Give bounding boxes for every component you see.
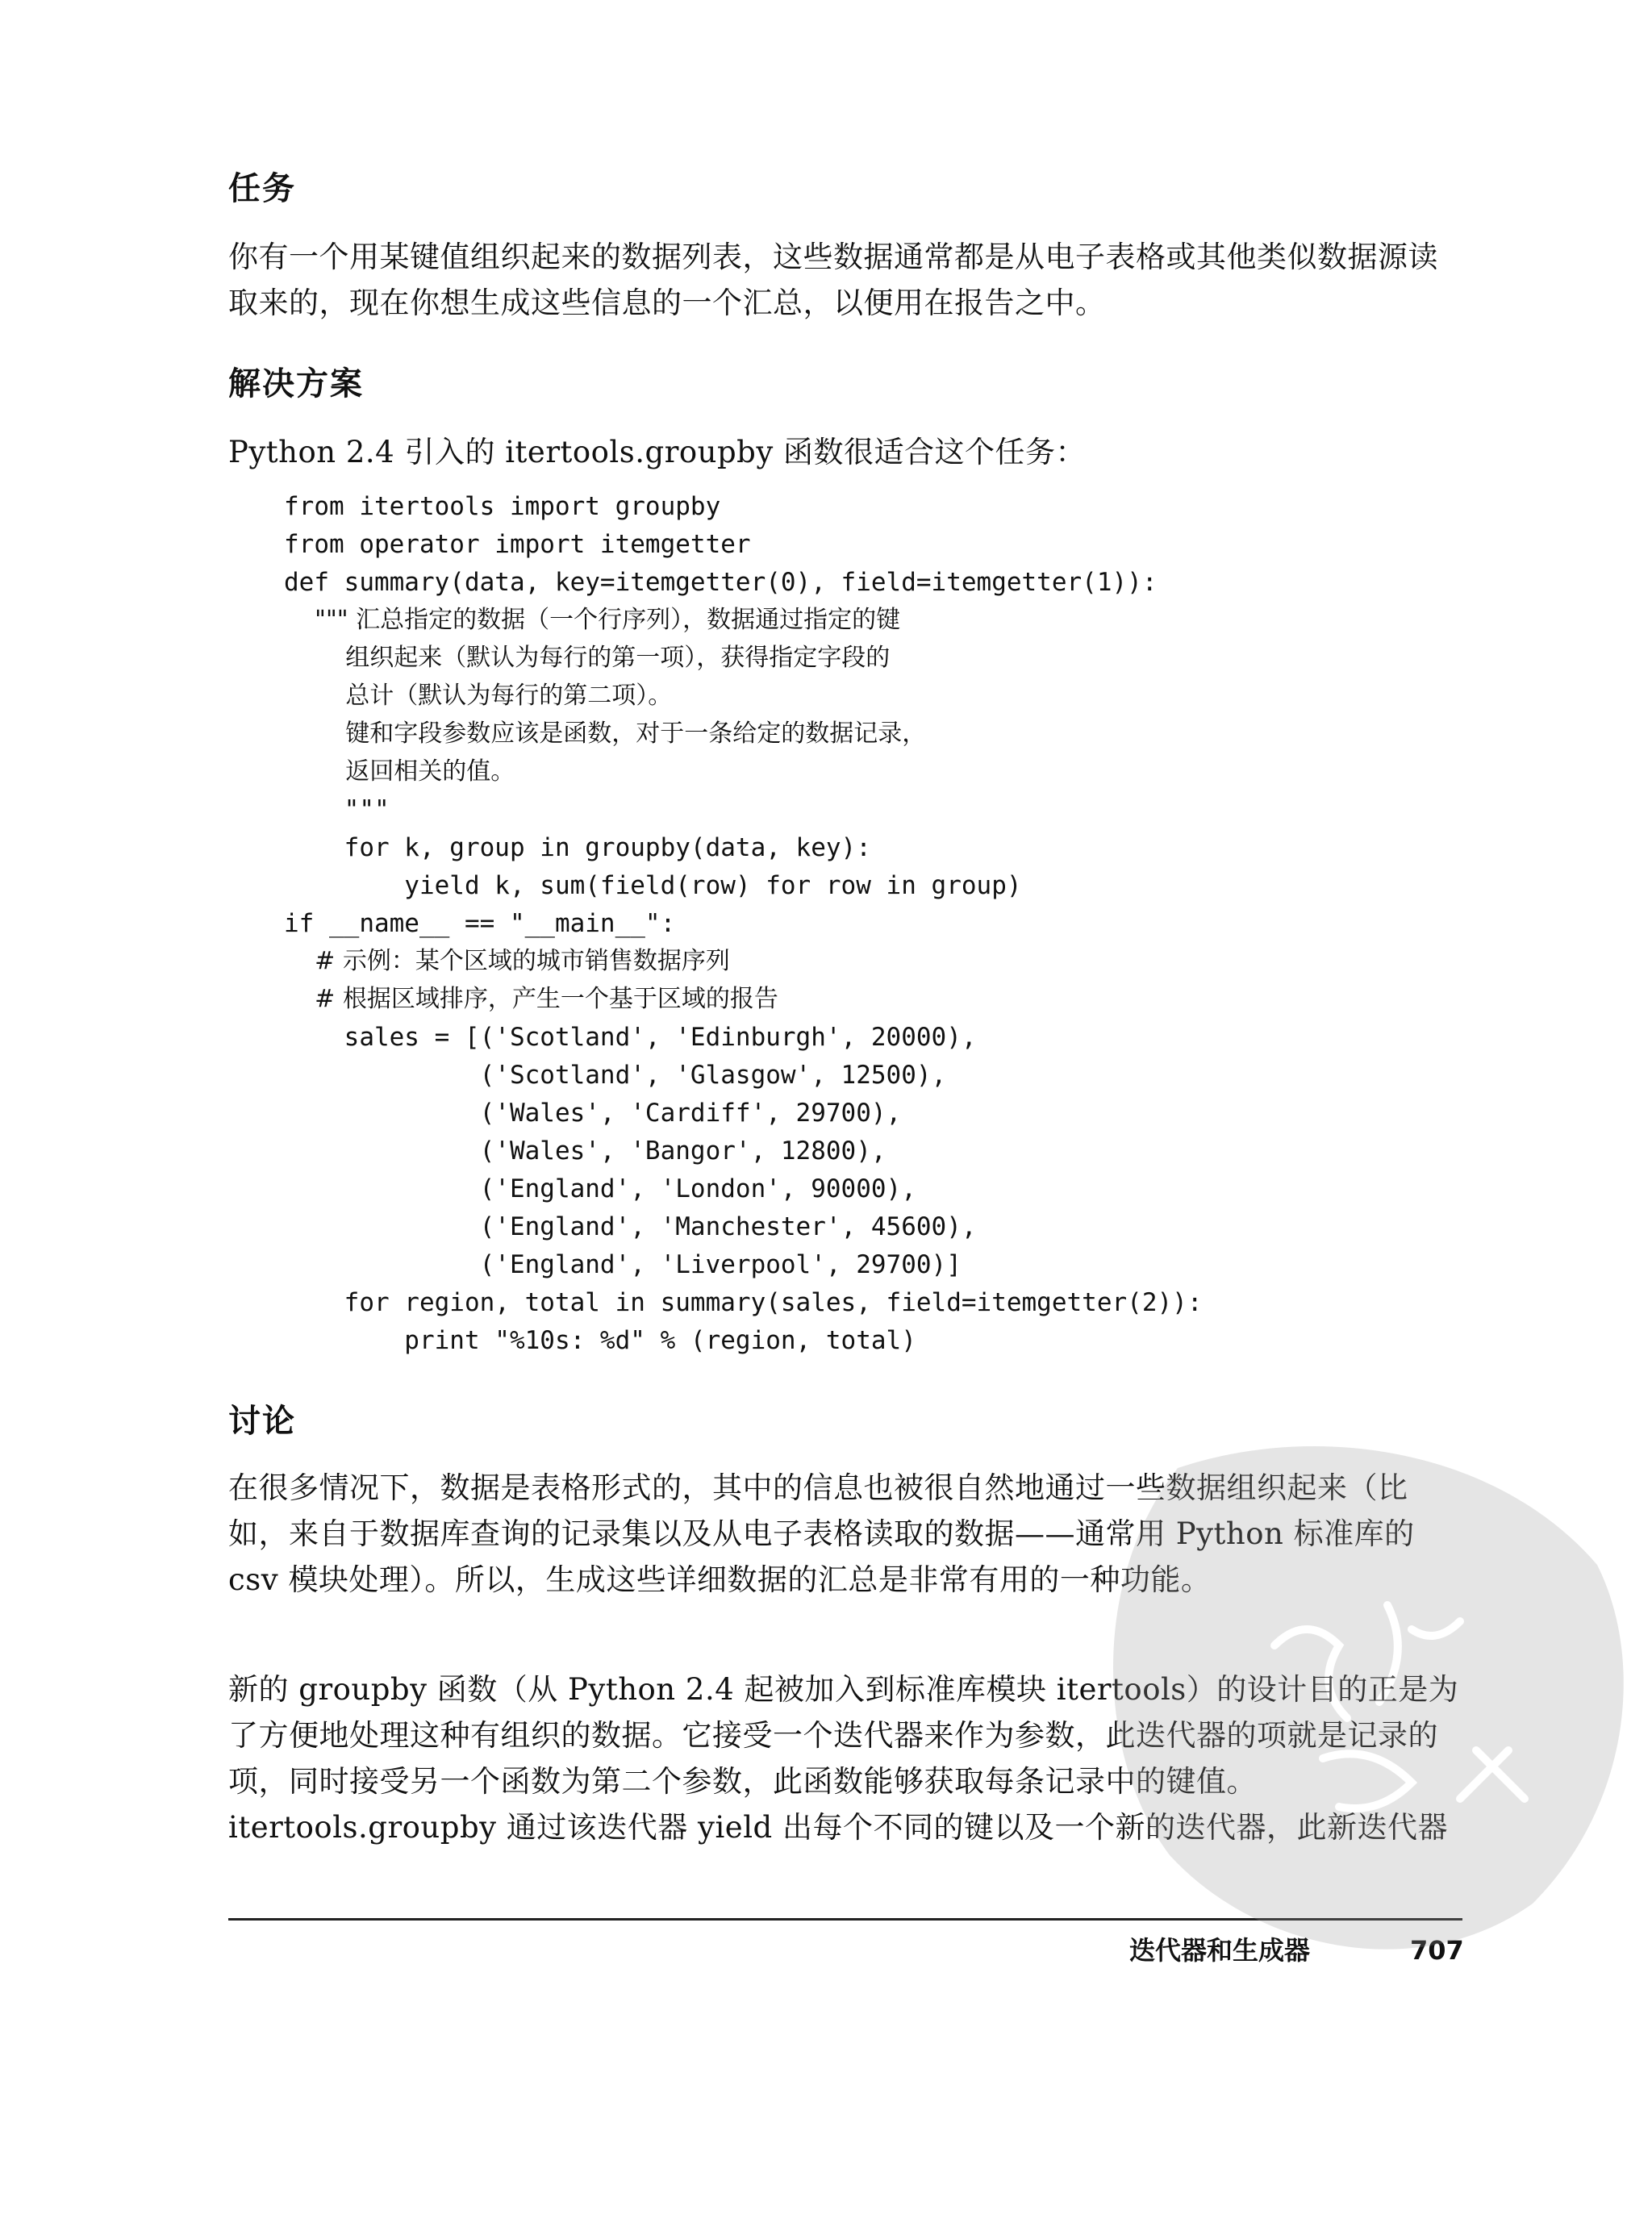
code-line: # 示例：某个区域的城市销售数据序列	[284, 947, 730, 975]
code-line: for region, total in summary(sales, field=itemgetter(2)):	[284, 1288, 1203, 1317]
code-line: if __name__ == "__main__":	[284, 909, 676, 938]
code-line: """	[284, 795, 390, 824]
code-line: ('England', 'Liverpool', 29700)]	[284, 1250, 962, 1279]
code-line: from operator import itemgetter	[284, 530, 751, 559]
section-heading-solution: 解决方案	[228, 365, 364, 402]
code-line: ('England', 'Manchester', 45600),	[284, 1212, 977, 1241]
code-line: 总计（默认为每行的第二项）。	[284, 682, 673, 710]
solution-intro: Python 2.4 引入的 itertools.groupby 函数很适合这个任务：	[228, 435, 1087, 469]
code-line: for k, group in groupby(data, key):	[284, 833, 871, 862]
discussion-paragraph: 在很多情况下，数据是表格形式的，其中的信息也被很自然地通过一些数据组织起来（比如，来自于数据库查询的记录集以及从电子表格读取的数据——通常用 Python 标准库的 csv 模块处理）。所以，生成这些详细数据的汇总是非常有用的一种功能。	[228, 1470, 1415, 1597]
code-line: 返回相关的值。	[284, 757, 515, 786]
code-line: yield k, sum(field(row) for row in group)	[284, 871, 1022, 900]
code-line: # 根据区域排序，产生一个基于区域的报告	[284, 985, 778, 1013]
code-line: ('Wales', 'Bangor', 12800),	[284, 1137, 886, 1166]
code-line: from itertools import groupby	[284, 492, 721, 521]
task-paragraph: 你有一个用某键值组织起来的数据列表，这些数据通常都是从电子表格或其他类似数据源读取来的，现在你想生成这些信息的一个汇总，以便用在报告之中。	[228, 240, 1438, 320]
section-heading-task: 任务	[228, 170, 296, 207]
code-line: """ 汇总指定的数据（一个行序列），数据通过指定的键	[284, 606, 901, 634]
code-line: ('Scotland', 'Glasgow', 12500),	[284, 1061, 947, 1090]
section-heading-discussion: 讨论	[228, 1403, 296, 1440]
code-line: sales = [('Scotland', 'Edinburgh', 20000),	[284, 1023, 977, 1052]
code-line: def summary(data, key=itemgetter(0), field=itemgetter(1)):	[284, 568, 1158, 597]
discussion-paragraph: 新的 groupby 函数（从 Python 2.4 起被加入到标准库模块 itertools）的设计目的正是为了方便地处理这种有组织的数据。它接受一个迭代器来作为参数，此迭代器的项就是记录的项，同时接受另一个函数为第二个参数，此函数能够获取每条记录中的键值。itertools.groupby 通过该迭代器 yield 出每个不同的键以及一个新的迭代器，此新迭代器	[228, 1672, 1459, 1845]
code-line: ('Wales', 'Cardiff', 29700),	[284, 1099, 902, 1128]
code-line: print "%10s: %d" % (region, total)	[284, 1326, 916, 1355]
code-line: ('England', 'London', 90000),	[284, 1174, 916, 1203]
running-footer-title: 迭代器和生成器	[1129, 1935, 1311, 1966]
code-line: 组织起来（默认为每行的第一项），获得指定字段的	[284, 644, 891, 672]
code-line: 键和字段参数应该是函数，对于一条给定的数据记录，	[284, 719, 927, 748]
page-number: 707	[1410, 1935, 1464, 1966]
footer-rule	[228, 1918, 1462, 1921]
